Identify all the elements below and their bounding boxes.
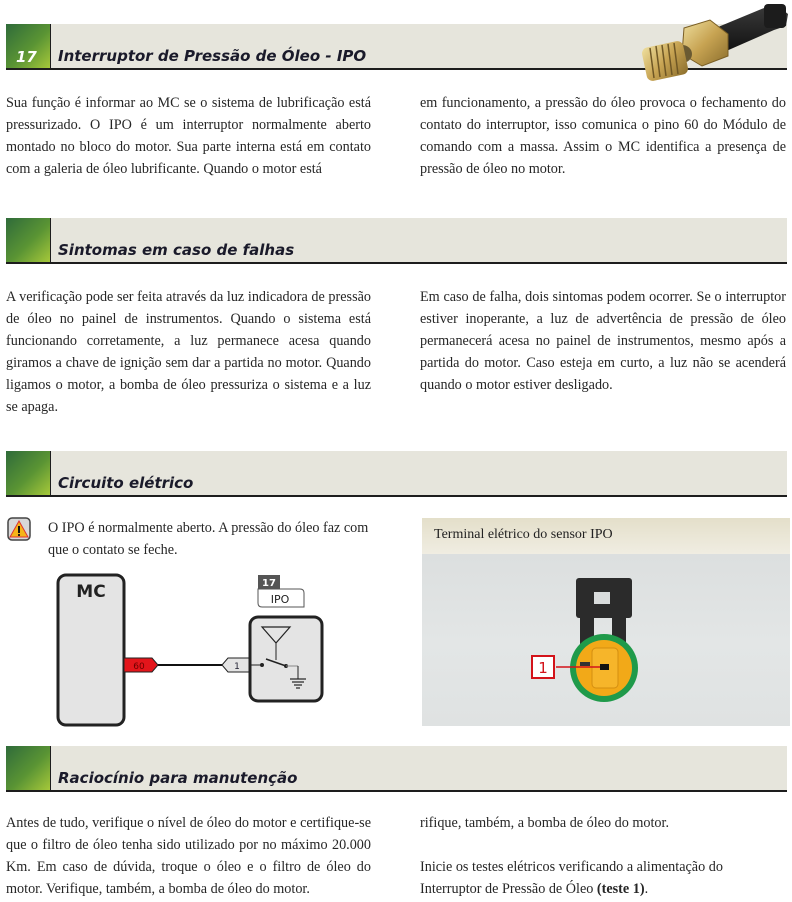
header-green-square	[6, 746, 51, 790]
terminal-photo-panel	[422, 518, 790, 726]
circuit-section-header	[6, 451, 787, 497]
warning-icon	[7, 517, 31, 541]
test-reference: (teste 1)	[596, 881, 645, 897]
ipo-pin-number: 1	[234, 662, 240, 672]
component-number: 17	[262, 578, 276, 589]
period: .	[644, 881, 649, 897]
photo-caption: Terminal elétrico do sensor IPO	[434, 527, 613, 542]
header-green-square	[6, 451, 51, 495]
oil-pressure-switch-image	[636, 0, 792, 82]
maintenance-left-paragraph: Antes de tudo, verifique o nível de óleo do motor e certifique-se que o filtro de óleo tenha sido utilizado por no máximo 20.000 Km. Em caso de dúvida, troque o óleo e o filtro de óleo do motor. Verifique, também, a bomba de óleo do motor.	[6, 815, 371, 897]
mc-module-label: MC	[76, 582, 106, 602]
photo-caption-bar	[422, 518, 790, 554]
intro-left-paragraph: Sua função é informar ao MC se o sistema de lubrificação está pressurizado. O IPO é um interruptor normalmente aberto montado no bloco do motor. Sua parte interna está em contato com a galeria de óleo lubrificante. Quando o motor está	[6, 95, 371, 177]
section-title: Raciocínio para manutenção	[58, 769, 298, 787]
header-green-square	[6, 218, 51, 262]
ipo-component-box	[250, 617, 322, 701]
maintenance-right-paragraph-2	[420, 856, 786, 900]
warning-text: O IPO é normalmente aberto. A pressão do óleo faz com que o contato se feche.	[48, 520, 369, 558]
circuit-diagram	[40, 565, 340, 735]
maintenance-text: Inicie os testes elétricos verificando a alimentação do Interruptor de Pressão de Óleo	[420, 859, 723, 897]
callout-number: 1	[538, 659, 548, 677]
maintenance-right-paragraph-1: rifique, também, a bomba de óleo do motor.	[420, 815, 670, 831]
section-title: Circuito elétrico	[58, 474, 194, 492]
mc-pin-number: 60	[133, 662, 145, 672]
section-number: 17	[16, 48, 37, 66]
symptoms-right-paragraph: Em caso de falha, dois sintomas podem ocorrer. Se o interruptor estiver inoperante, a luz de advertência de pressão de óleo permanecerá acesa no painel de instrumentos, mesmo após a partida do motor. Caso esteja em curto, a luz não se acenderá quando o motor estiver desligado.	[420, 289, 786, 393]
header-green-square	[6, 24, 51, 68]
connector-photo	[422, 554, 790, 726]
page-title: Interruptor de Pressão de Óleo - IPO	[58, 47, 367, 65]
symptoms-section-header	[6, 218, 787, 264]
component-label: IPO	[270, 593, 290, 606]
intro-right-paragraph: em funcionamento, a pressão do óleo provoca o fechamento do contato do interruptor, isso comunica o pino 60 do Módulo de comando com a massa. Assim o MC identifica a presença de pressão de óleo no motor.	[420, 95, 786, 177]
symptoms-left-paragraph: A verificação pode ser feita através da luz indicadora de pressão de óleo no painel de instrumentos. Quando o sistema está funcionando corretamente, a luz permanece acesa quando giramos a chave de ignição sem dar a partida no motor. Quando ligamos o motor, a bomba de óleo pressuriza o sistema e a luz se apaga.	[6, 289, 371, 415]
maintenance-section-header	[6, 746, 787, 792]
section-title: Sintomas em caso de falhas	[58, 241, 295, 259]
